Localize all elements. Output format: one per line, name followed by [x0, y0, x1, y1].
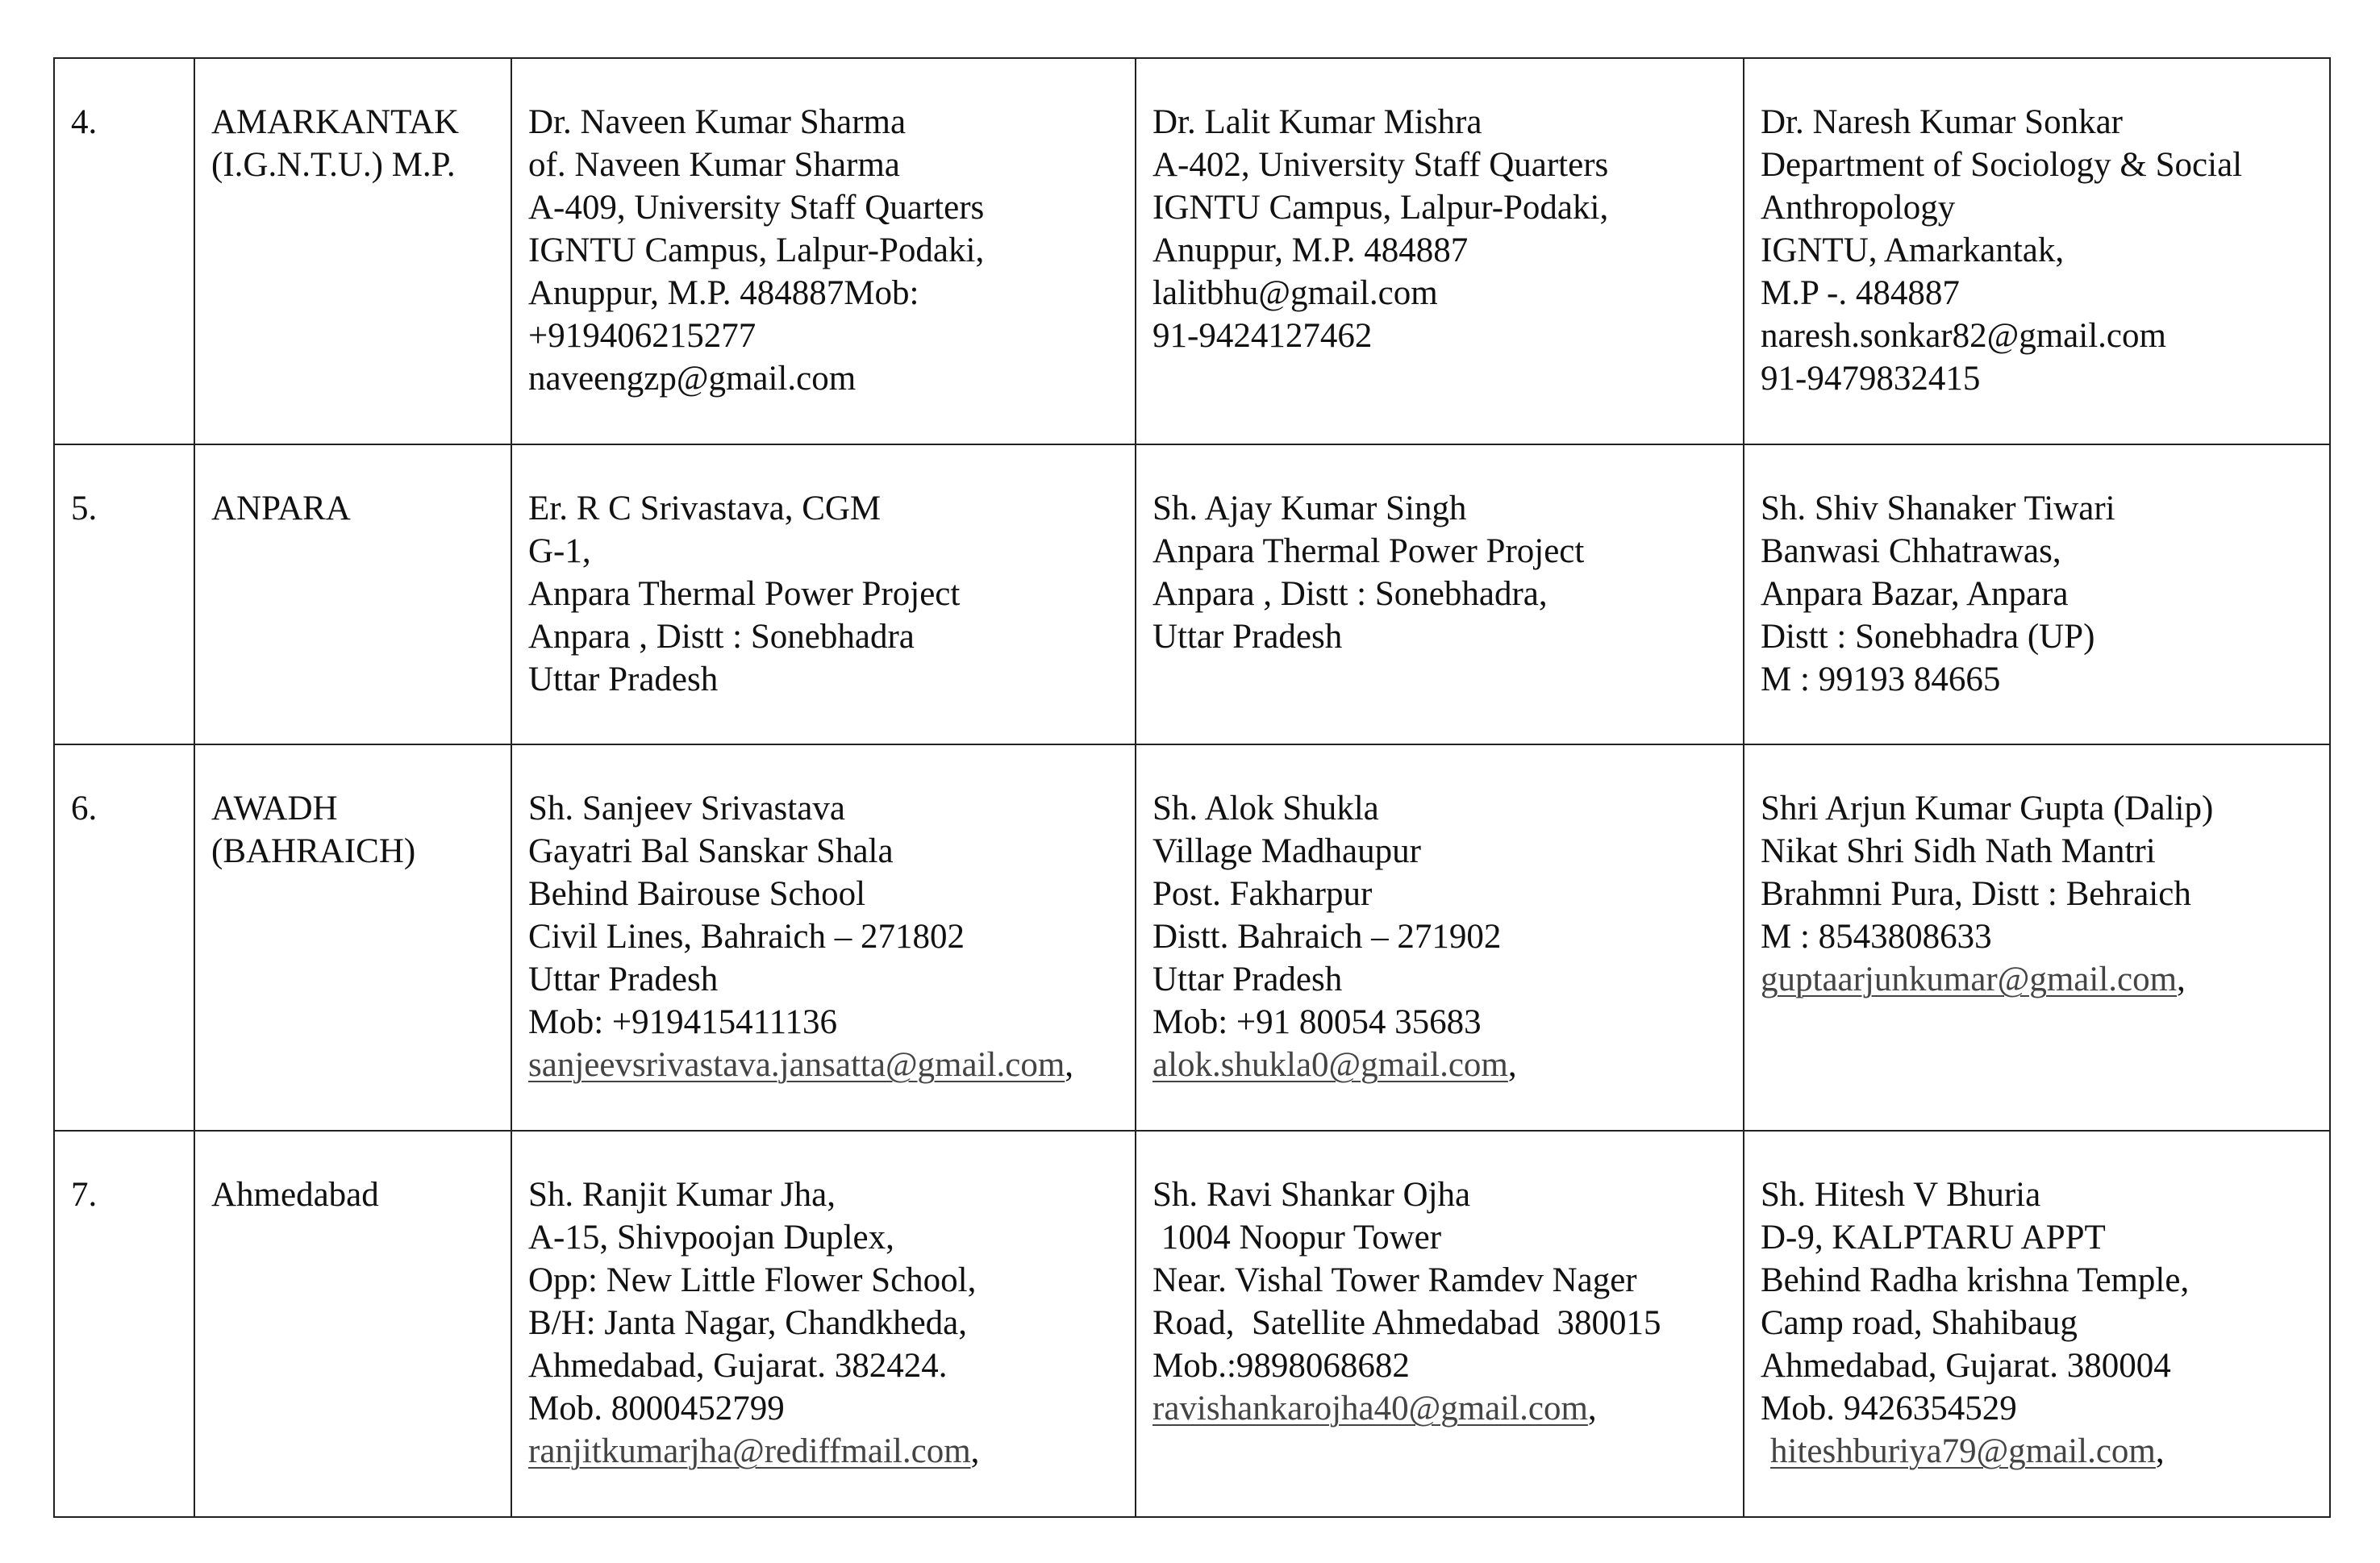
- place-cell: [194, 744, 511, 1131]
- place-name: AMARKANTAK: [211, 103, 460, 141]
- contact-name: Sh. Shiv Shanaker Tiwari: [1761, 490, 2115, 527]
- serial-number-cell: [54, 1131, 194, 1517]
- contact-cell: [1744, 444, 2330, 744]
- contact-line: IGNTU Campus, Lalpur-Podaki,: [528, 231, 985, 269]
- serial-number: 5.: [71, 490, 98, 527]
- contact-cell: [1136, 744, 1744, 1131]
- contact-line: Brahmni Pura, Distt : Behraich: [1761, 875, 2191, 913]
- contact-email-line: [1152, 1387, 1727, 1430]
- email-link[interactable]: ravishankarojha40@gmail.com: [1152, 1390, 1588, 1428]
- contact-line: Behind Bairouse School: [528, 875, 866, 913]
- email-suffix: ,: [1065, 1046, 1074, 1084]
- contact-line: A-15, Shivpoojan Duplex,: [528, 1219, 894, 1257]
- contact-phone: +919406215277: [528, 317, 757, 355]
- contact-line: Uttar Pradesh: [528, 661, 719, 698]
- contact-line: Anpara Thermal Power Project: [528, 575, 961, 613]
- contact-line: Civil Lines, Bahraich – 271802: [528, 918, 965, 956]
- contact-line: B/H: Janta Nagar, Chandkheda,: [528, 1304, 967, 1342]
- contact-phone: Mob. 8000452799: [528, 1390, 785, 1428]
- contact-line: Uttar Pradesh: [528, 961, 719, 998]
- contact-line: Distt. Bahraich – 271902: [1152, 918, 1502, 956]
- serial-number: 7.: [71, 1176, 98, 1214]
- email-link[interactable]: hiteshburiya79@gmail.com: [1770, 1432, 2156, 1470]
- contact-phone: M : 99193 84665: [1761, 661, 2001, 698]
- place-cell: [194, 1131, 511, 1517]
- contact-line: Village Madhaupur: [1152, 832, 1421, 870]
- email-suffix: ,: [970, 1432, 980, 1470]
- contact-line: Anpara Bazar, Anpara: [1761, 575, 2069, 613]
- contact-line: Nikat Shri Sidh Nath Mantri: [1761, 832, 2156, 870]
- contact-email: naveengzp@gmail.com: [528, 360, 857, 398]
- place-name: Ahmedabad: [211, 1176, 379, 1214]
- contact-line: Ahmedabad, Gujarat. 382424.: [528, 1347, 948, 1385]
- contact-line: Anthropology: [1761, 189, 1956, 227]
- email-suffix: ,: [2177, 961, 2186, 998]
- contact-line: Anpara , Distt : Sonebhadra: [528, 618, 915, 656]
- contact-line: Banwasi Chhatrawas,: [1761, 532, 2061, 570]
- contact-name: Sh. Sanjeev Srivastava: [528, 790, 845, 827]
- contact-line: IGNTU, Amarkantak,: [1761, 231, 2065, 269]
- contact-name: Dr. Naresh Kumar Sonkar: [1761, 103, 2124, 141]
- contact-name: Sh. Hitesh V Bhuria: [1761, 1176, 2041, 1214]
- contact-phone: Mob. 9426354529: [1761, 1390, 2017, 1428]
- contact-line: D-9, KALPTARU APPT: [1761, 1219, 2106, 1257]
- email-suffix: ,: [1507, 1046, 1517, 1084]
- table-row: [54, 58, 2330, 444]
- contact-line: Behind Radha krishna Temple,: [1761, 1261, 2190, 1299]
- place-name: (I.G.N.T.U.) M.P.: [211, 146, 456, 184]
- table-row: [54, 444, 2330, 744]
- email-link[interactable]: alok.shukla0@gmail.com: [1152, 1046, 1508, 1084]
- contact-cell: [511, 1131, 1136, 1517]
- contact-email: naresh.sonkar82@gmail.com: [1761, 317, 2166, 355]
- serial-number-cell: [54, 444, 194, 744]
- contact-line: Camp road, Shahibaug: [1761, 1304, 2078, 1342]
- contact-cell: [1744, 58, 2330, 444]
- table-row: [54, 744, 2330, 1131]
- contacts-table: [53, 57, 2331, 1518]
- contact-name: Er. R C Srivastava, CGM: [528, 490, 882, 527]
- contact-line: Ahmedabad, Gujarat. 380004: [1761, 1347, 2171, 1385]
- contact-email-line: [528, 1430, 1119, 1473]
- contact-phone: Mob.:9898068682: [1152, 1347, 1410, 1385]
- contact-line: A-409, University Staff Quarters: [528, 189, 985, 227]
- serial-number-cell: [54, 744, 194, 1131]
- contact-cell: [511, 58, 1136, 444]
- contact-phone: Mob: +91 80054 35683: [1152, 1003, 1482, 1041]
- contact-line: Opp: New Little Flower School,: [528, 1261, 977, 1299]
- email-suffix: ,: [1587, 1390, 1597, 1428]
- place-cell: [194, 58, 511, 444]
- contact-line: Distt : Sonebhadra (UP): [1761, 618, 2095, 656]
- place-name: AWADH: [211, 790, 338, 827]
- contact-cell: [1136, 444, 1744, 744]
- place-cell: [194, 444, 511, 744]
- contact-name: Dr. Naveen Kumar Sharma: [528, 103, 907, 141]
- contact-name: Sh. Alok Shukla: [1152, 790, 1379, 827]
- contact-cell: [511, 744, 1136, 1131]
- contact-line: IGNTU Campus, Lalpur-Podaki,: [1152, 189, 1609, 227]
- contact-phone: M : 8543808633: [1761, 918, 1992, 956]
- contact-phone: 91-9479832415: [1761, 360, 1981, 398]
- contact-line: Anpara Thermal Power Project: [1152, 532, 1585, 570]
- contact-line: Anpara , Distt : Sonebhadra,: [1152, 575, 1548, 613]
- contact-email-line: [528, 1044, 1119, 1086]
- contact-cell: [1744, 1131, 2330, 1517]
- contact-email: lalitbhu@gmail.com: [1152, 274, 1438, 312]
- contact-phone: Mob: +919415411136: [528, 1003, 837, 1041]
- contact-email-line: [1152, 1044, 1727, 1086]
- contact-line: Anuppur, M.P. 484887: [1152, 231, 1469, 269]
- contact-cell: [1136, 1131, 1744, 1517]
- contact-line: Anuppur, M.P. 484887Mob:: [528, 274, 919, 312]
- contact-email-line: [1761, 958, 2313, 1001]
- contact-name: Shri Arjun Kumar Gupta (Dalip): [1761, 790, 2214, 827]
- contact-line: M.P -. 484887: [1761, 274, 1960, 312]
- contact-cell: [511, 444, 1136, 744]
- contact-line: 1004 Noopur Tower: [1152, 1219, 1442, 1257]
- email-suffix: ,: [2155, 1432, 2165, 1470]
- place-name: (BAHRAICH): [211, 832, 416, 870]
- contact-line: Post. Fakharpur: [1152, 875, 1373, 913]
- contact-line: A-402, University Staff Quarters: [1152, 146, 1609, 184]
- contact-name: Sh. Ranjit Kumar Jha,: [528, 1176, 836, 1214]
- email-link[interactable]: guptaarjunkumar@gmail.com: [1761, 961, 2178, 998]
- serial-number: 6.: [71, 790, 98, 827]
- contact-line: Gayatri Bal Sanskar Shala: [528, 832, 894, 870]
- contact-line: Department of Sociology & Social: [1761, 146, 2243, 184]
- contact-line: of. Naveen Kumar Sharma: [528, 146, 900, 184]
- contact-name: Dr. Lalit Kumar Mishra: [1152, 103, 1482, 141]
- contact-name: Sh. Ajay Kumar Singh: [1152, 490, 1467, 527]
- contact-name: Sh. Ravi Shankar Ojha: [1152, 1176, 1471, 1214]
- contact-phone: 91-9424127462: [1152, 317, 1373, 355]
- email-link[interactable]: ranjitkumarjha@rediffmail.com: [528, 1432, 971, 1470]
- contact-line: Uttar Pradesh: [1152, 618, 1343, 656]
- contact-line: Near. Vishal Tower Ramdev Nager: [1152, 1261, 1637, 1299]
- contact-line: Road, Satellite Ahmedabad 380015: [1152, 1304, 1661, 1342]
- contact-cell: [1744, 744, 2330, 1131]
- serial-number-cell: [54, 58, 194, 444]
- contact-line: G-1,: [528, 532, 591, 570]
- contact-cell: [1136, 58, 1744, 444]
- email-link[interactable]: sanjeevsrivastava.jansatta@gmail.com: [528, 1046, 1065, 1084]
- contact-line: Uttar Pradesh: [1152, 961, 1343, 998]
- table-row: [54, 1131, 2330, 1517]
- place-name: ANPARA: [211, 490, 351, 527]
- serial-number: 4.: [71, 103, 98, 141]
- contact-email-line: [1761, 1430, 2313, 1473]
